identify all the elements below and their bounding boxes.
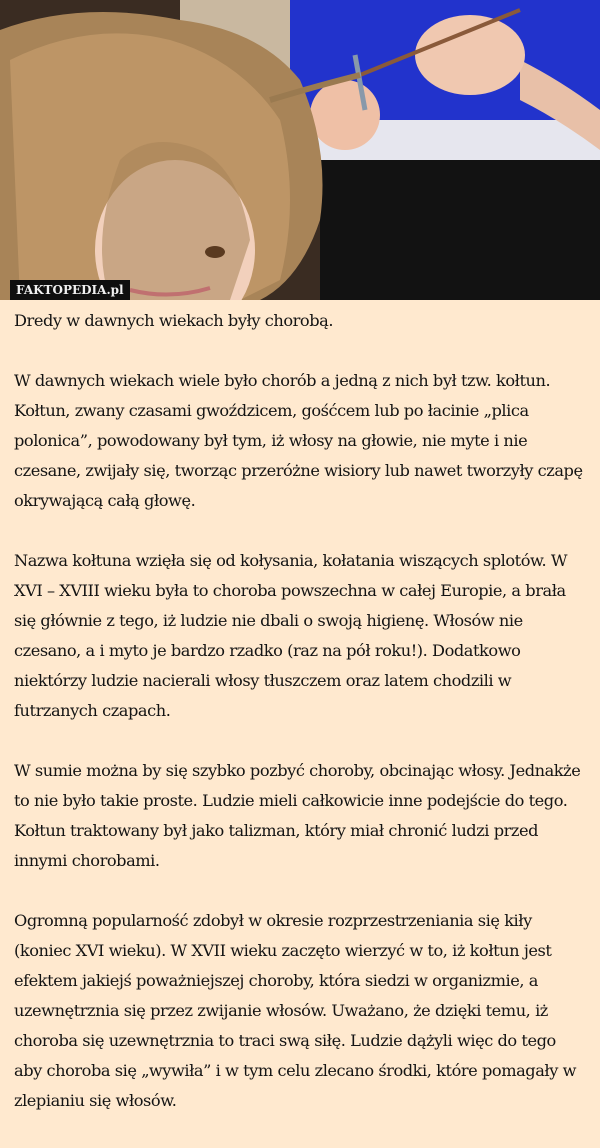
article-paragraph-4: Ogromną popularność zdobył w okresie rozprzestrzeniania się kiły (koniec XVI wieku). W XVII wieku zaczęto wierzyć w to, iż kołtun jest efektem jakiejś poważniejszej choroby, która siedzi w organizmie, a uzewnętrznia się przez zwijanie włosów. Uważano, że dzięki temu, iż choroba się uzewnętrznia to traci swą siłę. Ludzie dążyli więc do tego aby choroba się „wywiła” i w tym celu zlecano środki, które pomagały w zlepianiu się włosów. [14, 911, 576, 1110]
article-paragraph-3: W sumie można by się szybko pozbyć choroby, obcinając włosy. Jednakże to nie było takie proste. Ludzie mieli całkowicie inne podejście do tego. Kołtun traktowany był jako talizman, który miał chronić ludzi przed innymi chorobami. [14, 761, 581, 870]
article-paragraph-2: Nazwa kołtuna wzięła się od kołysania, kołatania wiszących splotów. W XVI – XVIII wieku była to choroba powszechna w całej Europie, a brała się głównie z tego, iż ludzie nie dbali o swoją higienę. Włosów nie czesano, a i myto je bardzo rzadko (raz na pół roku!). Dodatkowo niektórzy ludzie nacierali włosy tłuszczem oraz latem chodzili w futrzanych czapach. [14, 551, 568, 720]
article-paragraph-1: W dawnych wiekach wiele było chorób a jedną z nich był tzw. kołtun. Kołtun, zwany czasami gwoździcem, gośćcem lub po łacinie „plica polonica”, powodowany był tym, iż włosy na głowie, nie myte i nie czesane, zwijały się, tworząc przeróżne wisiory lub nawet tworzyły czapę okrywającą całą głowę. [14, 371, 583, 510]
article-photo [0, 0, 600, 300]
article-body [0, 300, 600, 1116]
photo-illustration [0, 0, 600, 300]
article-title: Dredy w dawnych wiekach były chorobą. [14, 311, 334, 330]
faktopedia-watermark: FAKTOPEDIA.pl [10, 280, 130, 300]
